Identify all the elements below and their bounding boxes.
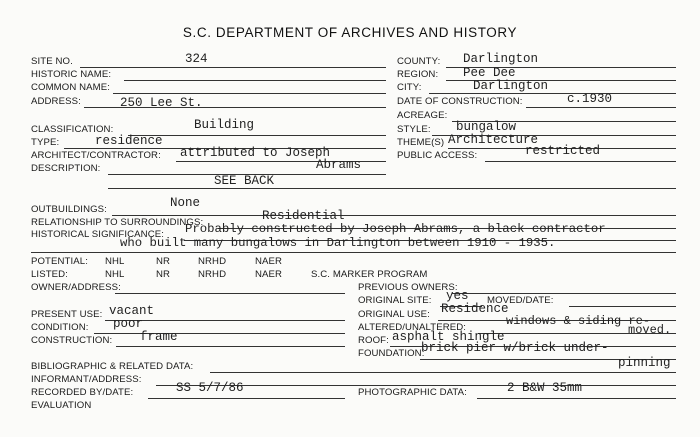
potential-naer: NAER (255, 256, 283, 267)
recorded-by-label: RECORDED BY/DATE: (31, 387, 134, 398)
moved-date-line (569, 306, 676, 307)
region-value: Pee Dee (463, 66, 516, 80)
classification-value: Building (194, 118, 255, 132)
style-label: STYLE: (397, 124, 431, 135)
historic-name-label: HISTORIC NAME: (31, 69, 112, 80)
public-access-label: PUBLIC ACCESS: (397, 150, 478, 161)
potential-label: POTENTIAL: (31, 256, 88, 267)
original-use-label: ORIGINAL USE: (358, 309, 430, 320)
listed-nr: NR (156, 269, 171, 280)
date-construction-value: c.1930 (567, 92, 613, 106)
historic-name-line (124, 80, 386, 81)
altered-label: ALTERED/UNALTERED: (358, 322, 467, 333)
architect-value-1: attributed to Joseph (180, 146, 331, 160)
address-label: ADDRESS: (31, 96, 81, 107)
informant-label: INFORMANT/ADDRESS: (31, 374, 142, 385)
listed-nhl: NHL (105, 269, 125, 280)
significance-value-1: Probably constructed by Joseph Abrams, a black contractor (185, 222, 606, 236)
construction-value: frame (140, 330, 178, 344)
relationship-label: RELATIONSHIP TO SURROUNDINGS: (31, 217, 204, 228)
outbuildings-label: OUTBUILDINGS: (31, 204, 107, 215)
common-name-label: COMMON NAME: (31, 82, 111, 93)
city-line (429, 93, 676, 94)
moved-date-label: MOVED/DATE: (487, 295, 554, 306)
foundation-value-1: brick pier w/brick under- (421, 341, 609, 355)
original-use-value: Residence (441, 302, 509, 316)
significance-label: HISTORICAL SIGNIFICANCE: (31, 229, 165, 240)
roof-value: asphalt shingle (392, 330, 505, 344)
description-see-back: SEE BACK (214, 174, 275, 188)
city-label: CITY: (397, 82, 422, 93)
potential-nrhd: NRHD (198, 256, 227, 267)
altered-value-2: moved. (628, 323, 672, 337)
foundation-label: FOUNDATION: (358, 348, 425, 359)
description-line-2 (108, 188, 676, 189)
present-use-label: PRESENT USE: (31, 309, 103, 320)
public-access-line (485, 161, 676, 162)
outbuildings-line (112, 215, 676, 216)
significance-value-2: who built many bungalows in Darlington between 1910 - 1935. (120, 236, 556, 250)
site-no-label: SITE NO. (31, 56, 73, 67)
photographic-value: 2 B&W 35mm (507, 381, 583, 395)
description-label: DESCRIPTION: (31, 163, 101, 174)
date-construction-label: DATE OF CONSTRUCTION: (397, 96, 523, 107)
type-value: residence (95, 134, 163, 148)
listed-nrhd: NRHD (198, 269, 227, 280)
construction-line (116, 346, 345, 347)
previous-owners-label: PREVIOUS OWNERS: (358, 282, 458, 293)
significance-line-2 (31, 252, 676, 253)
foundation-value-2: pinning (618, 356, 671, 370)
original-site-label: ORIGINAL SITE: (358, 295, 432, 306)
recorded-by-line (148, 398, 345, 399)
condition-label: CONDITION: (31, 322, 89, 333)
classification-label: CLASSIFICATION: (31, 124, 114, 135)
potential-nr: NR (156, 256, 171, 267)
bibliographic-label: BIBLIOGRAPHIC & RELATED DATA: (31, 361, 194, 372)
listed-label: LISTED: (31, 269, 68, 280)
classification-line (128, 135, 386, 136)
acreage-label: ACREAGE: (397, 110, 448, 121)
condition-line (94, 333, 345, 334)
previous-owners-line (452, 293, 676, 294)
owner-line (115, 293, 345, 294)
themes-value: Architecture (448, 133, 539, 147)
owner-label: OWNER/ADDRESS: (31, 282, 121, 293)
county-label: COUNTY: (397, 56, 441, 67)
listed-naer: NAER (255, 269, 283, 280)
site-no-line (80, 67, 386, 68)
evaluation-label: EVALUATION (31, 400, 92, 411)
original-site-value: yes (446, 289, 469, 303)
architect-label: ARCHITECT/CONTRACTOR: (31, 150, 161, 161)
condition-value: poor (113, 317, 144, 331)
recorded-by-value: SS 5/7/86 (176, 381, 244, 395)
relationship-value: Residential (262, 209, 345, 223)
photographic-label: PHOTOGRAPHIC DATA: (358, 387, 467, 398)
outbuildings-value: None (170, 196, 201, 210)
altered-value-1: windows & siding re- (506, 314, 651, 328)
date-construction-line (526, 107, 676, 108)
site-no-value: 324 (185, 52, 208, 66)
address-value: 250 Lee St. (120, 96, 203, 110)
architect-value-2: Abrams (316, 158, 362, 172)
present-use-value: vacant (109, 304, 155, 318)
photographic-line (477, 398, 676, 399)
form-title: S.C. DEPARTMENT OF ARCHIVES AND HISTORY (182, 25, 518, 40)
bibliographic-line (210, 372, 676, 373)
type-label: TYPE: (31, 137, 60, 148)
common-name-line (113, 93, 386, 94)
region-label: REGION: (397, 69, 439, 80)
potential-nhl: NHL (105, 256, 125, 267)
marker-program-label: S.C. MARKER PROGRAM (311, 269, 428, 280)
roof-label: ROOF: (358, 335, 389, 346)
city-value: Darlington (473, 79, 549, 93)
construction-label: CONSTRUCTION: (31, 335, 113, 346)
public-access-value: restricted (525, 144, 601, 158)
themes-label: THEME(S) (397, 137, 445, 148)
style-value: bungalow (456, 120, 517, 134)
county-value: Darlington (463, 52, 539, 66)
